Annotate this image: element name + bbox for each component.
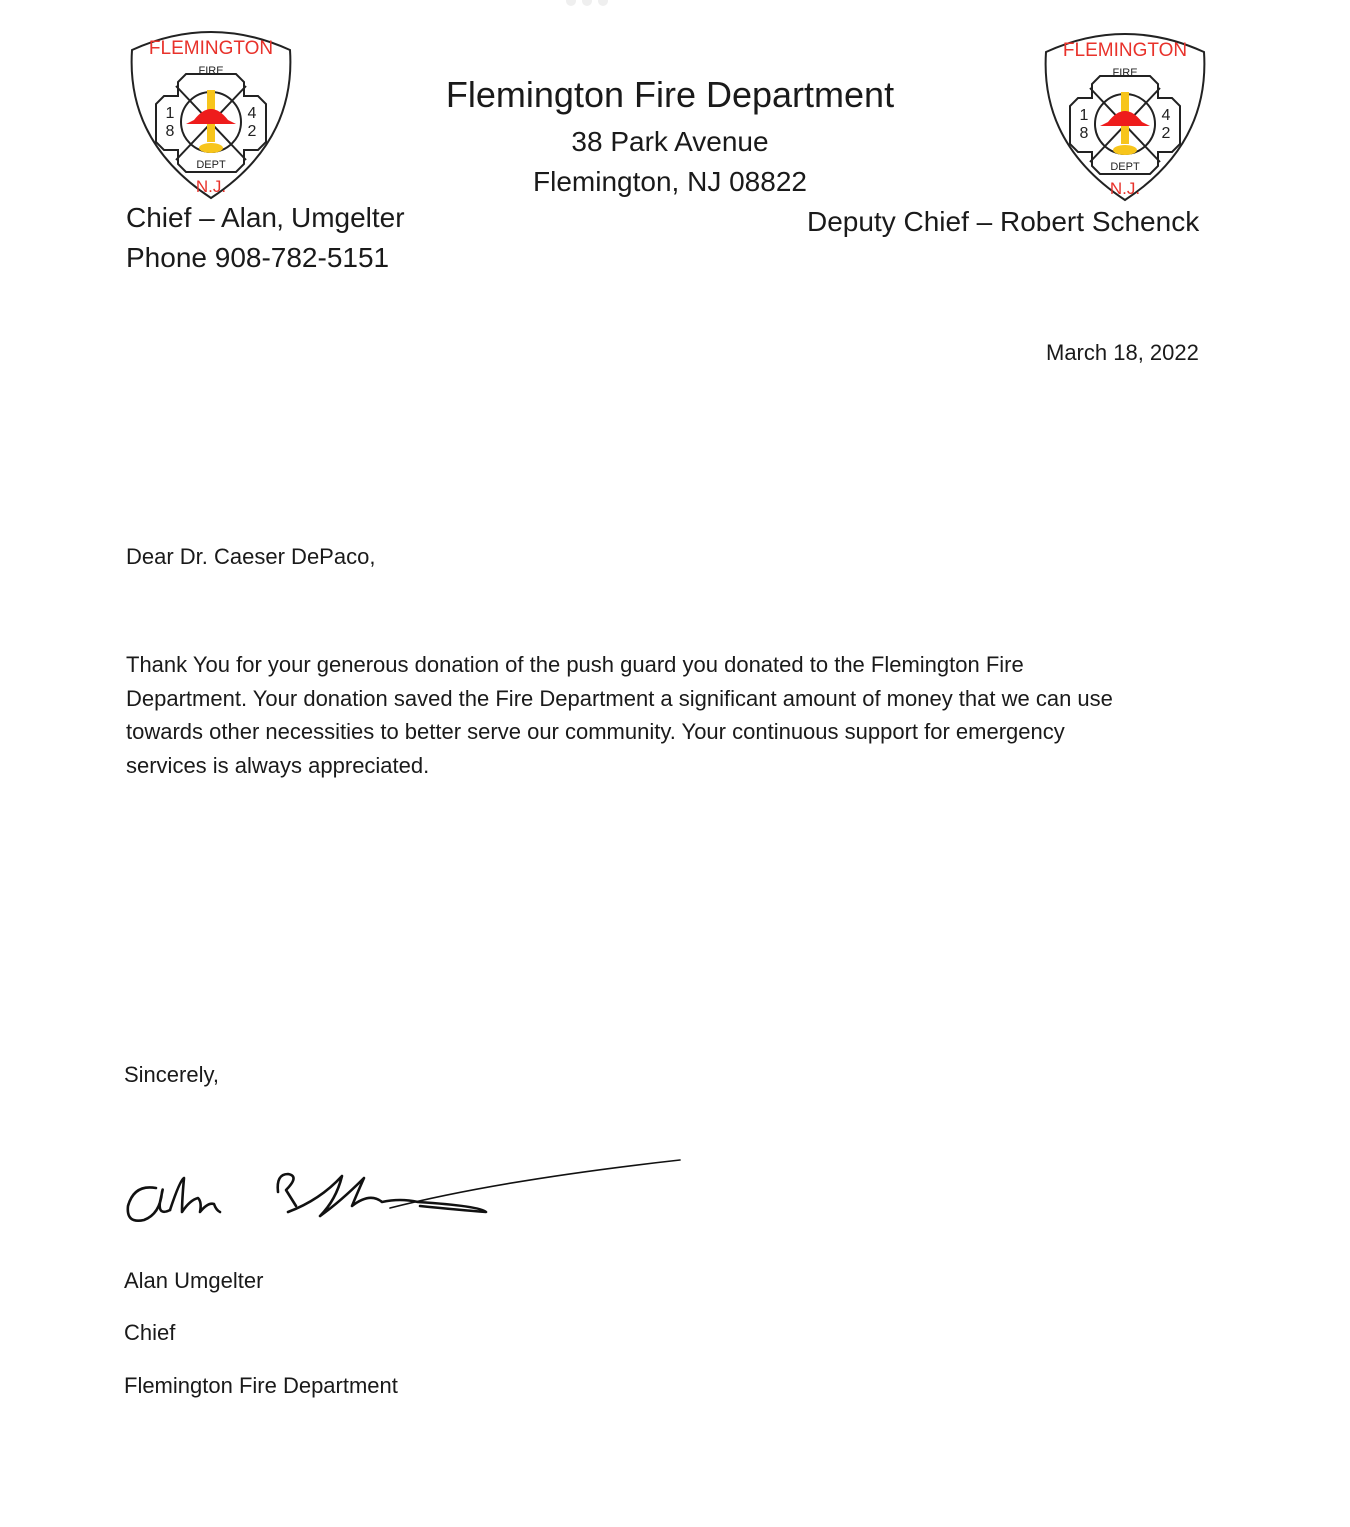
signer-organization: Flemington Fire Department	[124, 1373, 398, 1398]
svg-text:4: 4	[247, 105, 257, 122]
body-line: Department. Your donation saved the Fire Department a significant amount of money that we can use	[126, 685, 1113, 711]
deputy-chief-name: Deputy Chief – Robert Schenck	[807, 206, 1200, 237]
phone-number: Phone 908-782-5151	[126, 242, 390, 273]
svg-text:FIRE: FIRE	[1112, 67, 1138, 79]
fire-department-badge-icon	[126, 22, 296, 200]
letter-date: March 18, 2022	[1046, 340, 1199, 365]
address-line-1: 38 Park Avenue	[571, 126, 769, 157]
svg-text:1: 1	[165, 105, 175, 122]
address-line-2: Flemington, NJ 08822	[533, 166, 807, 197]
svg-text:2: 2	[1161, 125, 1171, 142]
chief-name: Chief – Alan‚ Umgelter	[126, 202, 405, 233]
svg-text:FIRE: FIRE	[198, 65, 224, 77]
signer-name: Alan Umgelter	[124, 1268, 264, 1293]
letter-body	[126, 648, 1216, 782]
svg-text:FLEMINGTON: FLEMINGTON	[1062, 40, 1188, 61]
body-line: towards other necessities to better serve our community. Your continuous support for emergency	[126, 719, 1065, 744]
svg-text:1: 1	[1079, 107, 1089, 124]
closing: Sincerely,	[124, 1062, 219, 1087]
fire-department-badge-icon	[1040, 24, 1210, 202]
svg-text:4: 4	[1161, 107, 1171, 124]
svg-text:DEPT: DEPT	[1110, 161, 1140, 173]
signature-icon	[120, 1140, 690, 1230]
svg-text:8: 8	[1079, 125, 1089, 142]
page-indicator-dots	[566, 0, 608, 6]
svg-text:N.J.: N.J.	[195, 177, 227, 196]
body-line: Thank You for your generous donation of the push guard you donated to the Flemington Fire	[126, 652, 1024, 677]
organization-title: Flemington Fire Department	[445, 74, 895, 115]
svg-text:2: 2	[247, 123, 257, 140]
salutation: Dear Dr. Caeser DePaco,	[126, 544, 376, 569]
body-line: services is always appreciated.	[126, 752, 430, 778]
svg-text:8: 8	[165, 123, 175, 140]
svg-text:N.J.: N.J.	[1109, 179, 1141, 198]
signer-title: Chief	[124, 1320, 176, 1345]
svg-text:FLEMINGTON: FLEMINGTON	[148, 38, 274, 59]
svg-text:DEPT: DEPT	[196, 159, 226, 171]
